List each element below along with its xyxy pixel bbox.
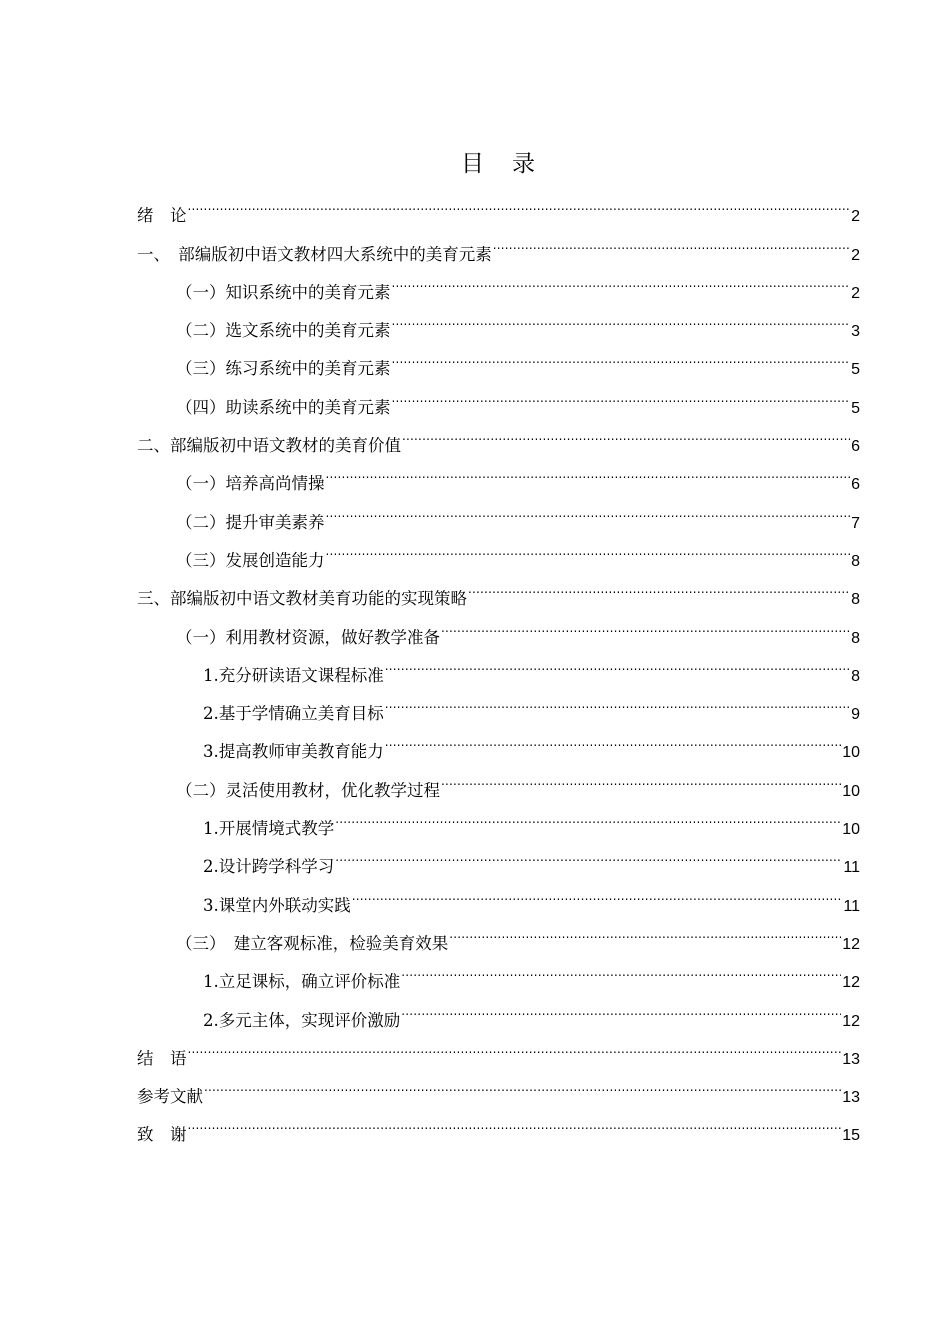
toc-entry-text: （一）知识系统中的美育元素: [176, 282, 391, 302]
toc-page-number: 8: [851, 591, 860, 609]
toc-page-number: 5: [851, 399, 860, 417]
toc-entry[interactable]: [137, 183, 860, 226]
toc-entry-text: 三、部编版初中语文教材美育功能的实现策略: [137, 589, 467, 609]
toc-entry-text: （二）提升审美素养: [176, 512, 325, 532]
table-of-contents: [137, 183, 860, 1145]
title-char-1: 目: [461, 151, 484, 177]
toc-entry-text: （三） 建立客观标准，检验美育效果: [176, 933, 449, 953]
toc-entry[interactable]: [137, 1064, 860, 1107]
dot-leader: [335, 834, 842, 872]
toc-page-number: 7: [851, 514, 860, 532]
toc-entry-text: 参考文献: [137, 1087, 203, 1107]
toc-page-number: 6: [851, 476, 860, 494]
page-title: [0, 146, 950, 182]
toc-page-number: 12: [842, 974, 860, 992]
toc-page-number: 10: [842, 782, 860, 800]
dot-leader: [352, 872, 843, 910]
dot-leader: [392, 260, 851, 298]
toc-entry-text: 2.基于学情确立美育目标: [203, 704, 384, 724]
dot-leader: [326, 528, 851, 566]
dot-leader: [385, 681, 850, 719]
toc-page-number: 3: [851, 323, 860, 341]
toc-entry-text: （二）灵活使用教材，优化教学过程: [176, 780, 440, 800]
toc-entry-text: 致 谢: [137, 1125, 187, 1145]
dot-leader: [401, 949, 841, 987]
dot-leader: [493, 221, 850, 259]
dot-leader: [392, 336, 851, 374]
toc-entry[interactable]: [137, 1102, 860, 1145]
toc-entry-text: （四）助读系统中的美育元素: [176, 397, 391, 417]
dot-leader: [392, 298, 851, 336]
toc-entry-text: 3.课堂内外联动实践: [203, 895, 351, 915]
dot-leader: [188, 1026, 842, 1064]
toc-page-number: 8: [851, 552, 860, 570]
toc-entry-text: 1.开展情境式教学: [203, 819, 335, 839]
dot-leader: [402, 413, 850, 451]
toc-entry-text: （三）发展创造能力: [176, 550, 325, 570]
dot-leader: [385, 719, 841, 757]
dot-leader: [188, 183, 851, 221]
toc-page-number: 11: [843, 897, 860, 915]
toc-page-number: 10: [842, 744, 860, 762]
dot-leader: [326, 489, 851, 527]
toc-page-number: 11: [843, 859, 860, 877]
dot-leader: [385, 643, 850, 681]
toc-entry-text: （一）培养高尚情操: [176, 474, 325, 494]
toc-page-number: 9: [851, 706, 860, 724]
dot-leader: [401, 987, 841, 1025]
dot-leader: [449, 911, 841, 949]
toc-page-number: 6: [851, 438, 860, 456]
toc-page-number: 13: [842, 1089, 860, 1107]
dot-leader: [441, 604, 850, 642]
toc-page-number: 2: [851, 208, 860, 226]
toc-page-number: 5: [851, 361, 860, 379]
toc-entry-text: 1.立足课标，确立评价标准: [203, 972, 401, 992]
toc-entry-text: 2.多元主体，实现评价激励: [203, 1010, 401, 1030]
toc-page-number: 8: [851, 667, 860, 685]
toc-page-number: 15: [842, 1127, 860, 1145]
dot-leader: [335, 796, 841, 834]
toc-entry-text: （二）选文系统中的美育元素: [176, 321, 391, 341]
dot-leader: [468, 566, 850, 604]
toc-page-number: 12: [842, 935, 860, 953]
toc-entry-text: 2.设计跨学科学习: [203, 857, 335, 877]
dot-leader: [326, 451, 851, 489]
toc-page-number: 12: [842, 1012, 860, 1030]
toc-entry-text: 结 语: [137, 1048, 187, 1068]
toc-entry-text: 绪 论: [137, 206, 187, 226]
toc-entry[interactable]: [137, 1026, 860, 1068]
toc-entry-text: 一、 部编版初中语文教材四大系统中的美育元素: [137, 244, 492, 264]
toc-page-number: 13: [842, 1050, 860, 1068]
toc-page-number: 2: [851, 246, 860, 264]
toc-entry-text: （一）利用教材资源，做好教学准备: [176, 627, 440, 647]
toc-entry-text: 3.提高教师审美教育能力: [203, 742, 384, 762]
toc-entry-text: 1.充分研读语文课程标准: [203, 665, 384, 685]
toc-page-number: 8: [851, 629, 860, 647]
toc-entry-text: （三）练习系统中的美育元素: [176, 359, 391, 379]
dot-leader: [188, 1102, 842, 1140]
dot-leader: [392, 374, 851, 412]
dot-leader: [441, 757, 841, 795]
toc-page-number: 10: [842, 821, 860, 839]
dot-leader: [204, 1064, 841, 1102]
title-char-2: 录: [512, 151, 535, 177]
toc-entry[interactable]: [137, 221, 860, 264]
toc-entry-text: 二、部编版初中语文教材的美育价值: [137, 436, 401, 456]
toc-page-number: 2: [851, 284, 860, 302]
